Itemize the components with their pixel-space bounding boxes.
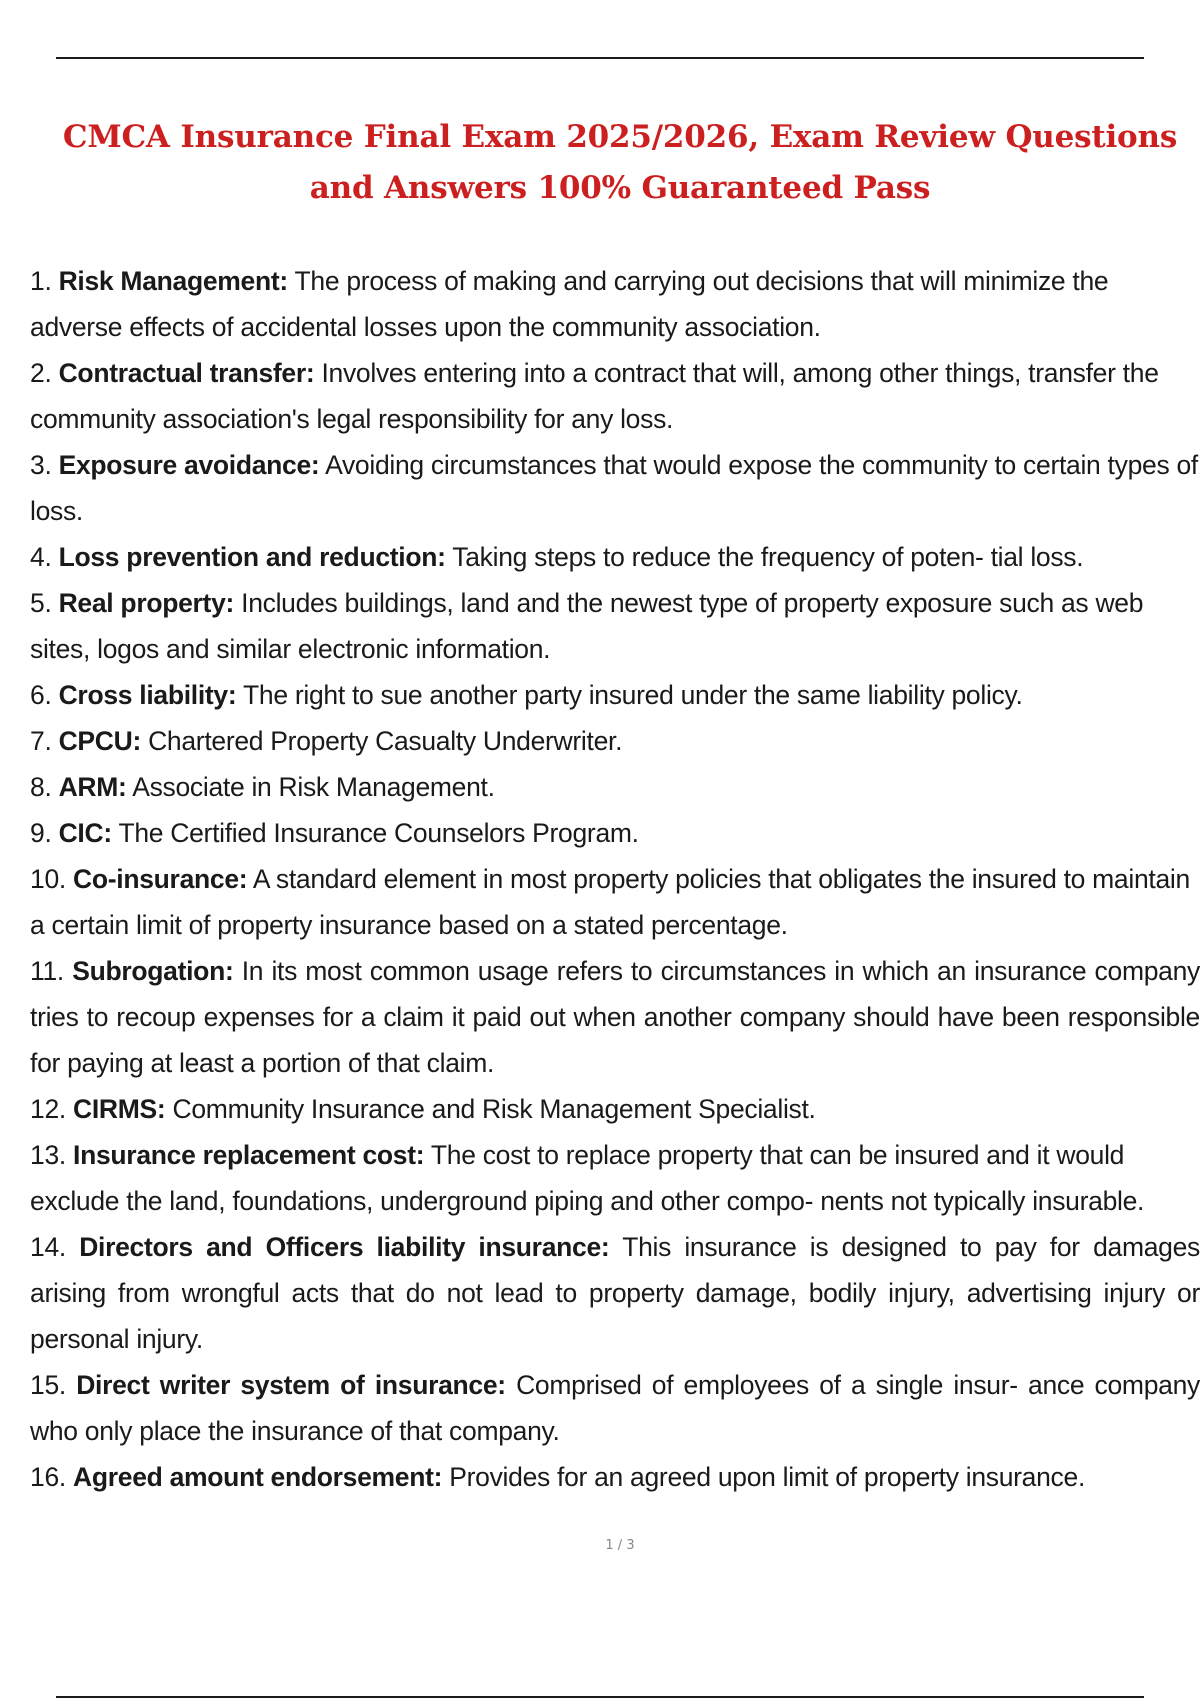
item-term: Exposure avoidance: bbox=[58, 450, 320, 480]
qa-item bbox=[30, 672, 1200, 718]
item-number: 3. bbox=[30, 450, 52, 480]
item-term: Real property: bbox=[58, 588, 235, 618]
item-number: 12. bbox=[30, 1094, 66, 1124]
item-number: 4. bbox=[30, 542, 52, 572]
qa-item bbox=[30, 442, 1200, 534]
qa-item bbox=[30, 534, 1200, 580]
qa-item bbox=[30, 1132, 1200, 1224]
item-number: 9. bbox=[30, 818, 52, 848]
item-definition: The cost to replace property that can be insured and it would exclude the land, foundations, underground piping and other compo- nents not typically insurable. bbox=[30, 1140, 1145, 1216]
item-number: 5. bbox=[30, 588, 52, 618]
qa-item bbox=[30, 258, 1200, 350]
qa-item bbox=[30, 764, 1200, 810]
item-definition: Associate in Risk Management. bbox=[132, 772, 495, 802]
qa-item bbox=[30, 350, 1200, 442]
item-definition: Avoiding circumstances that would expose the community to certain types of loss. bbox=[30, 450, 1198, 526]
item-term: Subrogation: bbox=[72, 956, 234, 986]
item-definition: Comprised of employees of a single insur- ance company who only place the insurance of that company. bbox=[30, 1370, 1200, 1446]
qa-item bbox=[30, 856, 1200, 948]
item-definition: The Certified Insurance Counselors Program. bbox=[118, 818, 639, 848]
item-term: CPCU: bbox=[58, 726, 142, 756]
item-term: Loss prevention and reduction: bbox=[58, 542, 446, 572]
item-definition: Provides for an agreed upon limit of property insurance. bbox=[449, 1462, 1086, 1492]
bottom-divider bbox=[56, 1696, 1144, 1698]
document-title: CMCA Insurance Final Exam 2025/2026, Exam Review Questions and Answers 100% Guaranteed Pass bbox=[62, 119, 1178, 206]
item-term: Contractual transfer: bbox=[58, 358, 315, 388]
qa-item bbox=[30, 580, 1200, 672]
qa-item bbox=[30, 948, 1200, 1086]
qa-item bbox=[30, 718, 1200, 764]
qa-item bbox=[30, 810, 1200, 856]
item-number: 6. bbox=[30, 680, 52, 710]
item-number: 10. bbox=[30, 864, 66, 894]
item-definition: The right to sue another party insured under the same liability policy. bbox=[243, 680, 1023, 710]
item-number: 11. bbox=[30, 956, 64, 986]
item-number: 14. bbox=[30, 1232, 66, 1262]
item-number: 2. bbox=[30, 358, 52, 388]
item-number: 1. bbox=[30, 266, 52, 296]
item-number: 7. bbox=[30, 726, 52, 756]
item-definition: In its most common usage refers to circumstances in which an insurance company tries to recoup expenses for a claim it paid out when another company should have been responsible for paying at least a portion of that claim. bbox=[30, 956, 1200, 1078]
qa-item bbox=[30, 1086, 1200, 1132]
item-definition: Taking steps to reduce the frequency of poten- tial loss. bbox=[452, 542, 1084, 572]
qa-item bbox=[30, 1224, 1200, 1362]
item-term: Agreed amount endorsement: bbox=[73, 1462, 443, 1492]
item-number: 15. bbox=[30, 1370, 66, 1400]
item-definition: A standard element in most property policies that obligates the insured to maintain a certain limit of property insurance based on a stated percentage. bbox=[30, 864, 1190, 940]
qa-list bbox=[30, 258, 1200, 1500]
item-term: ARM: bbox=[58, 772, 127, 802]
item-definition: Involves entering into a contract that will, among other things, transfer the community association's legal responsibility for any loss. bbox=[30, 358, 1159, 434]
item-number: 16. bbox=[30, 1462, 66, 1492]
item-definition: Includes buildings, land and the newest type of property exposure such as web sites, logos and similar electronic information. bbox=[30, 588, 1144, 664]
item-term: Direct writer system of insurance: bbox=[76, 1370, 506, 1400]
item-term: CIC: bbox=[58, 818, 112, 848]
item-definition: The process of making and carrying out decisions that will minimize the adverse effects of accidental losses upon the community association. bbox=[30, 266, 1109, 342]
item-definition: Community Insurance and Risk Management Specialist. bbox=[172, 1094, 816, 1124]
top-divider bbox=[56, 57, 1144, 59]
qa-item bbox=[30, 1362, 1200, 1454]
item-definition: This insurance is designed to pay for damages arising from wrongful acts that do not lead to property damage, bodily injury, advertising injury or personal injury. bbox=[30, 1232, 1200, 1354]
item-term: Cross liability: bbox=[58, 680, 237, 710]
item-number: 8. bbox=[30, 772, 52, 802]
item-definition: Chartered Property Casualty Underwriter. bbox=[148, 726, 623, 756]
page-number: 1 / 3 bbox=[605, 1538, 635, 1553]
item-term: Risk Management: bbox=[58, 266, 288, 296]
item-term: CIRMS: bbox=[73, 1094, 166, 1124]
item-term: Insurance replacement cost: bbox=[73, 1140, 425, 1170]
item-term: Co-insurance: bbox=[73, 864, 248, 894]
item-number: 13. bbox=[30, 1140, 66, 1170]
qa-item bbox=[30, 1454, 1200, 1500]
item-term: Directors and Officers liability insurance: bbox=[79, 1232, 610, 1262]
